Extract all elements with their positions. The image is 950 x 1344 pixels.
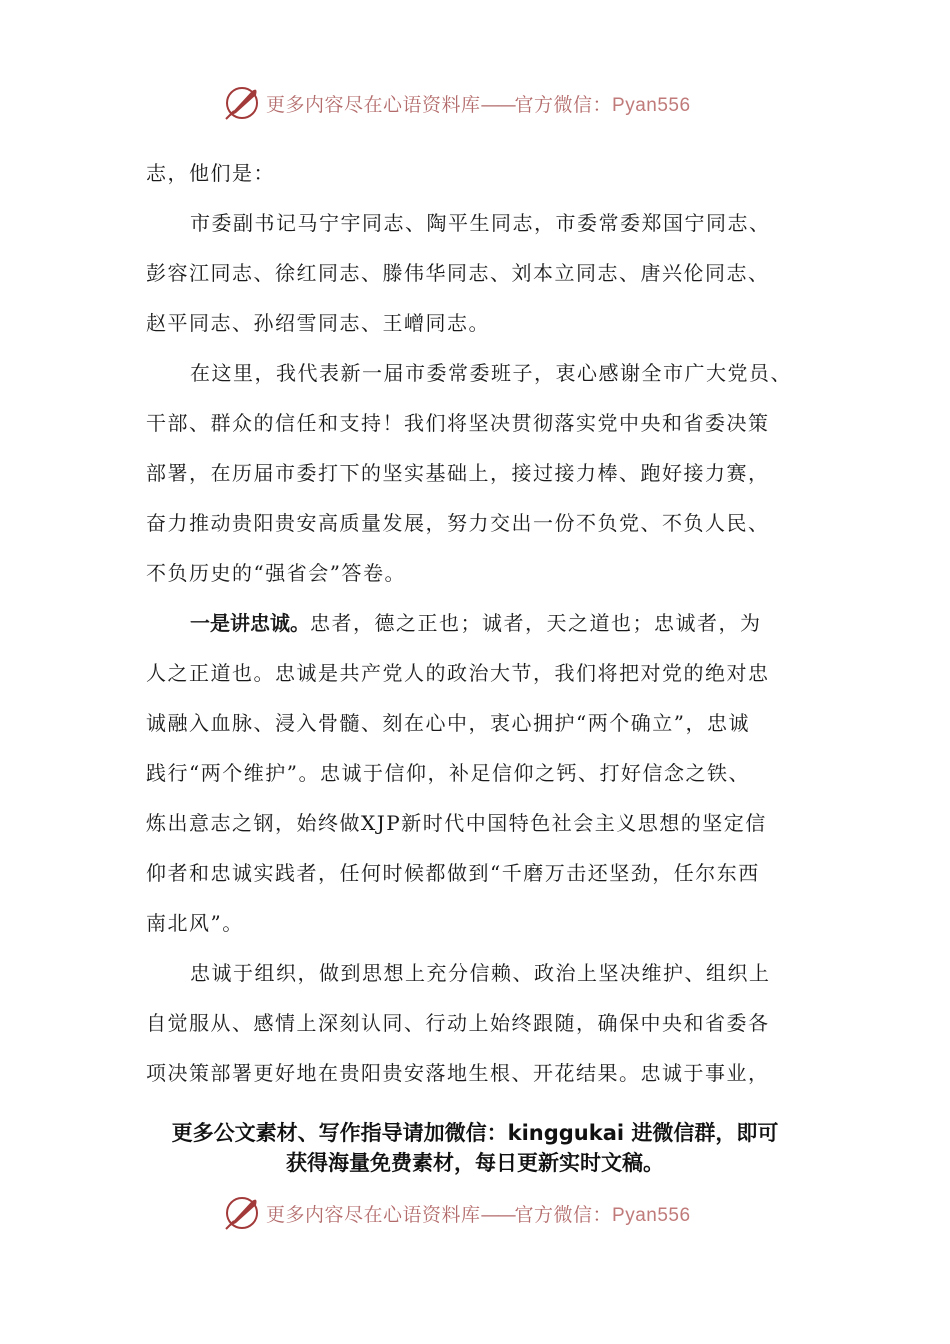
banner-text <box>266 90 691 117</box>
body-line: 人之正道也。忠诚是共产党人的政治大节，我们将把对党的绝对忠 <box>146 661 770 685</box>
body-line: 在这里，我代表新一届市委常委班子，衷心感谢全市广大党员、 <box>190 361 792 385</box>
section-lead-heading: 一是讲忠诚。 <box>190 611 310 635</box>
body-line: 自觉服从、感情上深刻认同、行动上始终跟随，确保中央和省委各 <box>146 1011 770 1035</box>
body-line: 部署，在历届市委打下的坚实基础上，接过接力棒、跑好接力赛， <box>146 461 770 485</box>
quill-pen-icon <box>222 1193 262 1233</box>
banner-wechat-id: Pyan556 <box>612 1204 691 1226</box>
body-line: 炼出意志之钢，始终做XJP新时代中国特色社会主义思想的坚定信 <box>146 811 767 835</box>
banner-text <box>266 1200 691 1227</box>
promo-notice <box>100 1118 850 1178</box>
banner-dash: —— <box>480 1203 515 1226</box>
body-line: 忠诚于组织，做到思想上充分信赖、政治上坚决维护、组织上 <box>190 961 771 985</box>
banner-dash: —— <box>480 93 515 116</box>
body-line: 市委副书记马宁宇同志、陶平生同志，市委常委郑国宁同志、 <box>190 211 771 235</box>
body-line: 诚融入血脉、浸入骨髓、刻在心中，衷心拥护“两个确立”，忠诚 <box>146 711 750 735</box>
banner-wechat-label: 官方微信： <box>514 1203 613 1226</box>
body-line: 践行“两个维护”。忠诚于信仰，补足信仰之钙、打好信念之铁、 <box>146 761 750 785</box>
body-line: 南北风”。 <box>146 911 244 935</box>
banner-wechat-id: Pyan556 <box>612 94 691 116</box>
banner-wechat-label: 官方微信： <box>514 93 613 116</box>
body-line-with-lead <box>146 598 806 648</box>
body-line: 奋力推动贵阳贵安高质量发展，努力交出一份不负党、不负人民、 <box>146 511 770 535</box>
promo-line-1: 更多公文素材、写作指导请加微信：kinggukai 进微信群，即可 <box>171 1121 779 1145</box>
quill-pen-icon <box>222 83 262 123</box>
footer-watermark-banner <box>222 1190 742 1236</box>
banner-brand: 更多内容尽在心语资料库 <box>266 1203 481 1226</box>
body-line-text: 忠者，德之正也；诚者，天之道也；忠诚者，为 <box>310 611 762 635</box>
body-line: 不负历史的“强省会”答卷。 <box>146 561 406 585</box>
body-line: 彭容江同志、徐红同志、滕伟华同志、刘本立同志、唐兴伦同志、 <box>146 261 770 285</box>
body-line: 仰者和忠诚实践者，任何时候都做到“千磨万击还坚劲，任尔东西 <box>146 861 760 885</box>
body-line: 志，他们是： <box>146 161 275 185</box>
body-line: 项决策部署更好地在贵阳贵安落地生根、开花结果。忠诚于事业， <box>146 1061 770 1085</box>
banner-brand: 更多内容尽在心语资料库 <box>266 93 481 116</box>
body-line: 干部、群众的信任和支持！我们将坚决贯彻落实党中央和省委决策 <box>146 411 770 435</box>
header-watermark-banner <box>222 80 742 126</box>
document-body <box>146 148 806 1098</box>
body-line: 赵平同志、孙绍雪同志、王嶒同志。 <box>146 311 490 335</box>
promo-line-2: 获得海量免费素材，每日更新实时文稿。 <box>286 1151 664 1175</box>
